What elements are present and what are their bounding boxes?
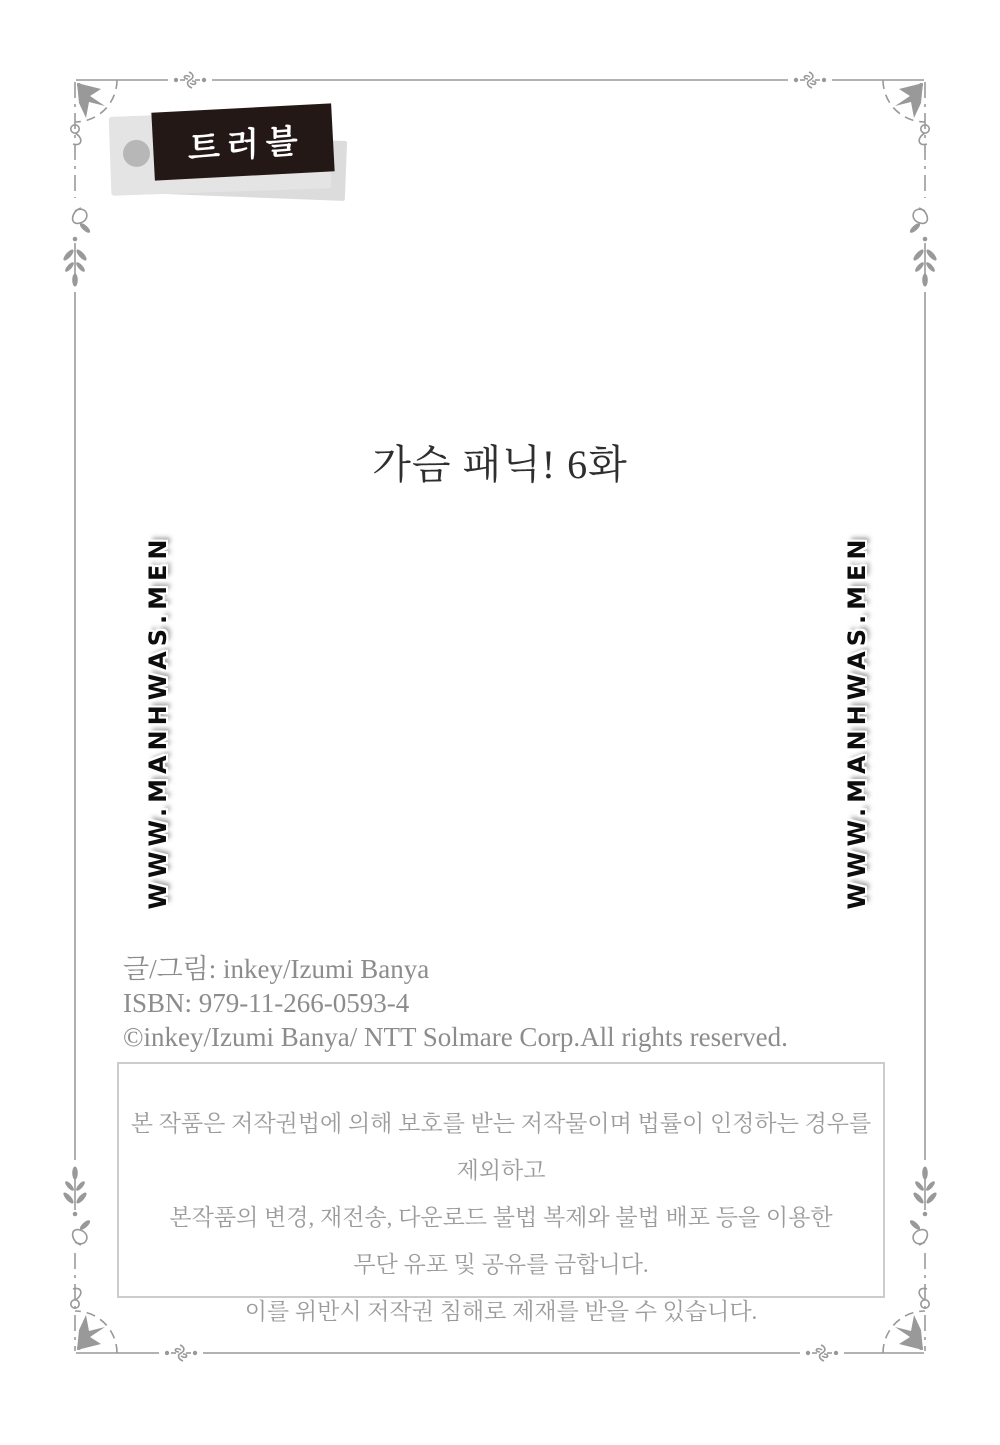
chapter-title: 가슴 패닉! 6화 (372, 442, 628, 487)
credits-isbn-line: ISBN: 979-11-266-0593-4 (123, 988, 410, 1018)
credits-block (123, 952, 788, 1054)
notice-line: 이를 위반시 저작권 침해로 제재를 받을 수 있습니다. (244, 1299, 758, 1324)
credits-author-line: 글/그림: inkey/Izumi Banya (123, 954, 430, 984)
credits-copyright-line: ©inkey/Izumi Banya/ NTT Solmare Corp.All rights reserved. (123, 1022, 788, 1052)
watermark-left: WWW.MANHWAS.MEN (144, 534, 172, 910)
watermark-right: WWW.MANHWAS.MEN (843, 534, 871, 910)
series-tag-label: 트러블 (187, 120, 305, 168)
tag-hole-icon (123, 139, 151, 167)
notice-line: 무단 유포 및 공유를 금합니다. (353, 1252, 649, 1277)
notice-line: 본작품의 변경, 재전송, 다운로드 불법 복제와 불법 배포 등을 이용한 (169, 1205, 833, 1230)
tag-plate (151, 103, 334, 180)
series-tag (108, 103, 348, 208)
copyright-notice-box (117, 1062, 885, 1324)
notice-line: 본 작품은 저작권법에 의해 보호를 받는 저작물이며 법률이 인정하는 경우를 제외하고 (130, 1111, 872, 1183)
